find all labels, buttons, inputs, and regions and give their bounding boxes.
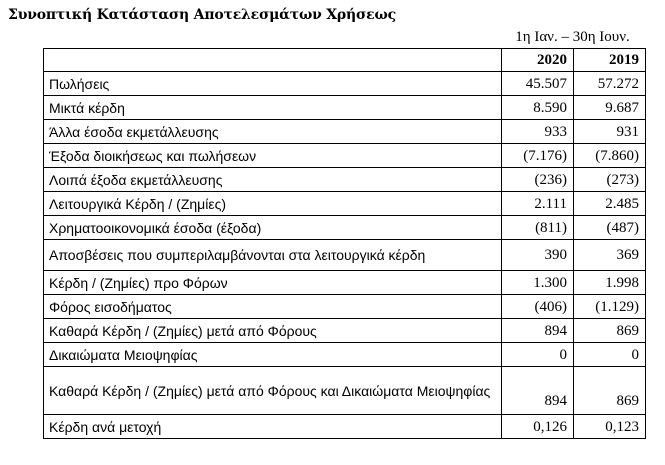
value-2020: 1.300	[502, 271, 574, 295]
value-2019: 369	[574, 240, 646, 271]
row-label: Έξοδα διοικήσεως και πωλήσεων	[44, 144, 502, 168]
row-label: Φόρος εισοδήματος	[44, 295, 502, 319]
row-label: Δικαιώματα Μειοψηφίας	[44, 343, 502, 367]
table-row	[44, 192, 646, 216]
row-label: Λειτουργικά Κέρδη / (Ζημίες)	[44, 192, 502, 216]
value-2020: (7.176)	[502, 144, 574, 168]
table-row	[44, 168, 646, 192]
row-label: Πωλήσεις	[44, 72, 502, 96]
row-label: Καθαρά Κέρδη / (Ζημίες) μετά από Φόρους και Δικαιώματα Μειοψηφίας	[44, 367, 502, 415]
value-2020: 894	[502, 319, 574, 343]
row-label: Λοιπά έξοδα εκμετάλλευσης	[44, 168, 502, 192]
value-2019: 0	[574, 343, 646, 367]
document-title: Συνοπτική Κατάσταση Αποτελεσμάτων Χρήσεως	[8, 7, 396, 23]
value-2020: 390	[502, 240, 574, 271]
value-2020: 45.507	[502, 72, 574, 96]
value-2019: 9.687	[574, 96, 646, 120]
value-2019: 869	[574, 367, 646, 415]
value-2019: 931	[574, 120, 646, 144]
row-label: Χρηματοοικονομικά έσοδα (έξοδα)	[44, 216, 502, 240]
header-year-2020: 2020	[502, 49, 574, 72]
value-2020: (406)	[502, 295, 574, 319]
row-label: Αποσβέσεις που συμπεριλαμβάνονται στα λειτουργικά κέρδη	[44, 240, 502, 271]
row-label: Μικτά κέρδη	[44, 96, 502, 120]
value-2019: (1.129)	[574, 295, 646, 319]
value-2020: (236)	[502, 168, 574, 192]
table-row	[44, 216, 646, 240]
value-2020: (811)	[502, 216, 574, 240]
table-row	[44, 367, 646, 415]
value-2019: (273)	[574, 168, 646, 192]
income-statement-table	[43, 48, 646, 439]
table-row	[44, 144, 646, 168]
table-row	[44, 96, 646, 120]
value-2019: 2.485	[574, 192, 646, 216]
value-2020: 0,126	[502, 415, 574, 439]
value-2020: 933	[502, 120, 574, 144]
value-2020: 2.111	[502, 192, 574, 216]
value-2019: 869	[574, 319, 646, 343]
table-header-row	[44, 49, 646, 72]
value-2019: 1.998	[574, 271, 646, 295]
table-row	[44, 415, 646, 439]
row-label: Κέρδη ανά μετοχή	[44, 415, 502, 439]
table-row	[44, 319, 646, 343]
table-row	[44, 240, 646, 271]
table-row	[44, 295, 646, 319]
value-2020: 8.590	[502, 96, 574, 120]
row-label: Άλλα έσοδα εκμετάλλευσης	[44, 120, 502, 144]
value-2019: (7.860)	[574, 144, 646, 168]
header-label-cell	[44, 49, 502, 72]
value-2019: 0,123	[574, 415, 646, 439]
table-row	[44, 72, 646, 96]
row-label: Καθαρά Κέρδη / (Ζημίες) μετά από Φόρους	[44, 319, 502, 343]
table-row	[44, 120, 646, 144]
row-label: Κέρδη / (Ζημίες) προ Φόρων	[44, 271, 502, 295]
table-row	[44, 271, 646, 295]
value-2019: 57.272	[574, 72, 646, 96]
header-year-2019: 2019	[574, 49, 646, 72]
table-row	[44, 343, 646, 367]
period-label: 1η Ιαν. – 30η Ιουν.	[515, 29, 630, 45]
value-2020: 894	[502, 367, 574, 415]
value-2020: 0	[502, 343, 574, 367]
value-2019: (487)	[574, 216, 646, 240]
